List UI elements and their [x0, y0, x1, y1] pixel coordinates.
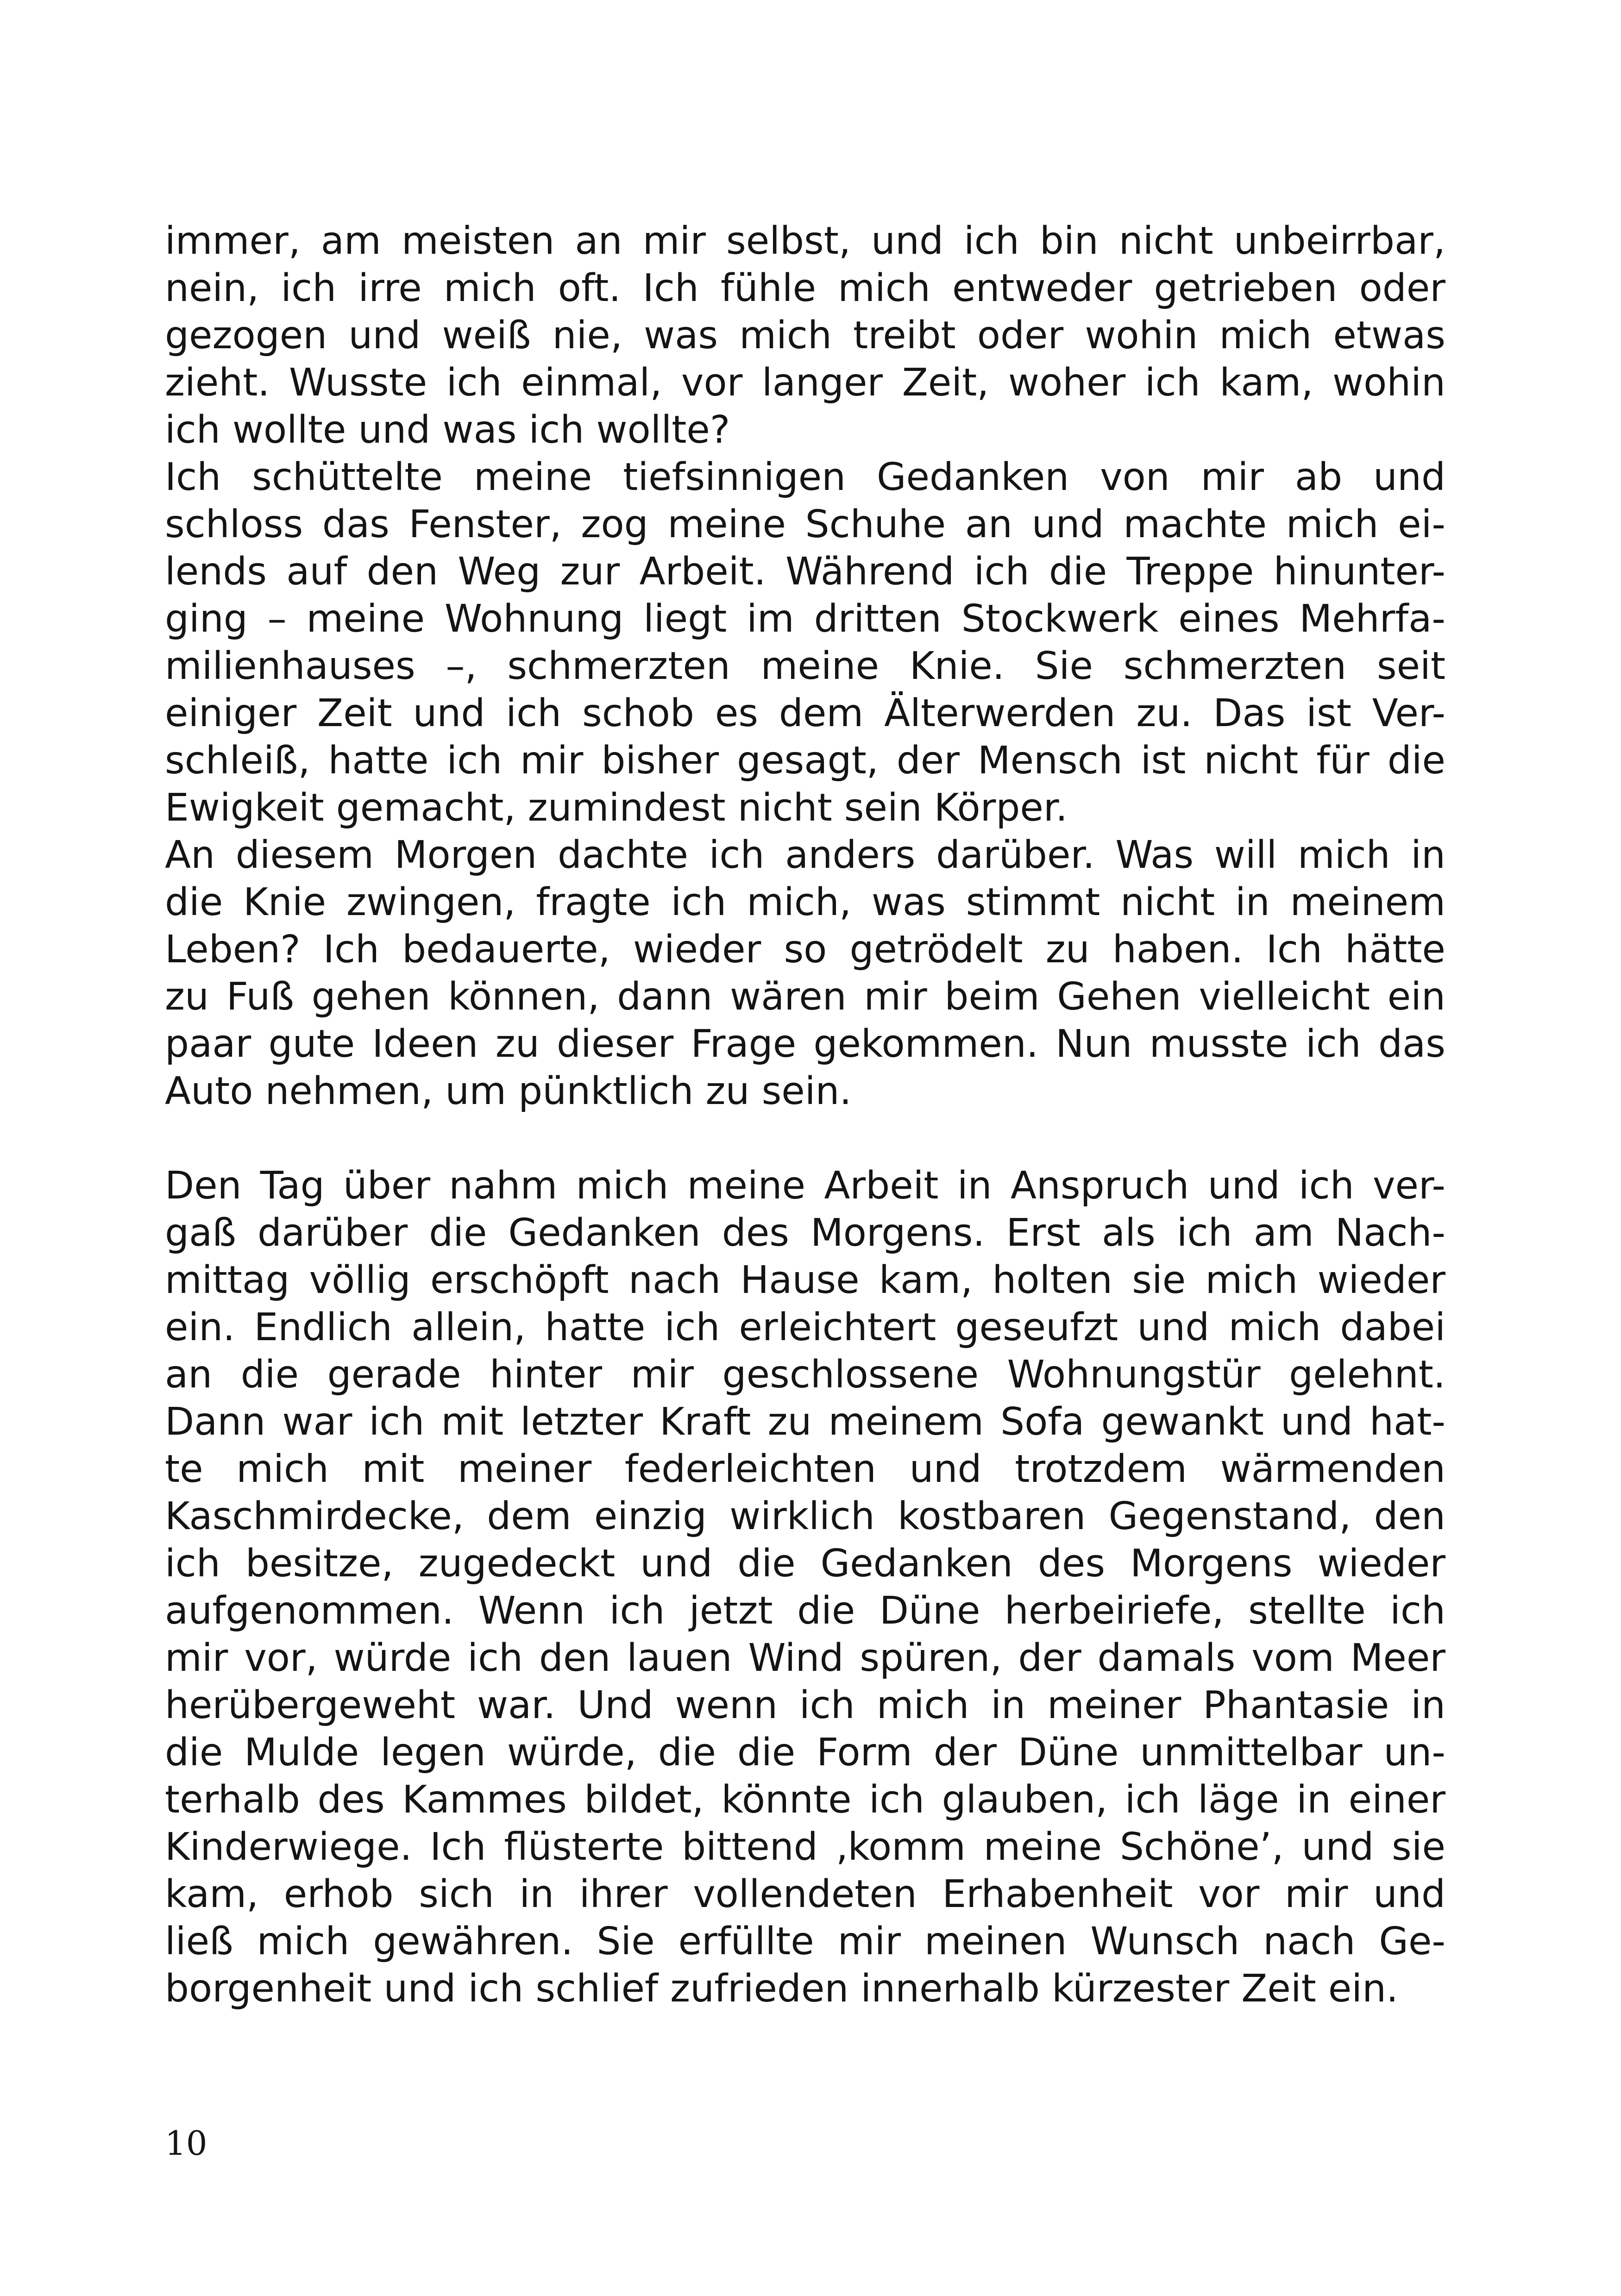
- paragraph: [165, 454, 1445, 832]
- text-line: schloss das Fenster, zog meine Schuhe an und machte mich ei-: [165, 502, 1445, 546]
- page-number: 10: [165, 2124, 207, 2163]
- text-line: die Mulde legen würde, die die Form der Düne unmittelbar un-: [165, 1731, 1445, 1775]
- text-line: Dann war ich mit letzter Kraft zu meinem Sofa gewankt und hat-: [165, 1400, 1445, 1444]
- text-line: Auto nehmen, um pünktlich zu sein.: [165, 1069, 852, 1113]
- text-line: Den Tag über nahm mich meine Arbeit in Anspruch und ich ver-: [165, 1164, 1445, 1208]
- text-line: ich wollte und was ich wollte?: [165, 408, 730, 452]
- text-line: ein. Endlich allein, hatte ich erleichtert geseufzt und mich dabei: [165, 1305, 1445, 1349]
- text-line: te mich mit meiner federleichten und trotzdem wärmenden: [165, 1447, 1445, 1491]
- text-line: an die gerade hinter mir geschlossene Wohnungstür gelehnt.: [165, 1353, 1445, 1397]
- text-line: An diesem Morgen dachte ich anders darüber. Was will mich in: [165, 833, 1445, 877]
- text-line: immer, am meisten an mir selbst, und ich bin nicht unbeirrbar,: [165, 219, 1445, 263]
- text-line: ließ mich gewähren. Sie erfüllte mir meinen Wunsch nach Ge-: [165, 1920, 1445, 1964]
- text-line: aufgenommen. Wenn ich jetzt die Düne herbeiriefe, stellte ich: [165, 1589, 1445, 1633]
- paragraph-spacer: [165, 1115, 1445, 1162]
- text-line: paar gute Ideen zu dieser Frage gekommen. Nun musste ich das: [165, 1022, 1445, 1066]
- text-line: schleiß, hatte ich mir bisher gesagt, der Mensch ist nicht für die: [165, 739, 1445, 783]
- text-line: lends auf den Weg zur Arbeit. Während ich die Treppe hinunter-: [165, 550, 1445, 594]
- text-line: ging – meine Wohnung liegt im dritten Stockwerk eines Mehrfa-: [165, 597, 1445, 641]
- text-line: einiger Zeit und ich schob es dem Älterwerden zu. Das ist Ver-: [165, 691, 1445, 735]
- text-line: die Knie zwingen, fragte ich mich, was stimmt nicht in meinem: [165, 880, 1445, 924]
- text-line: Kaschmirdecke, dem einzig wirklich kostbaren Gegenstand, den: [165, 1494, 1445, 1538]
- text-line: ich besitze, zugedeckt und die Gedanken des Morgens wieder: [165, 1542, 1445, 1586]
- paragraph: [165, 218, 1445, 454]
- text-line: Ich schüttelte meine tiefsinnigen Gedanken von mir ab und: [165, 455, 1445, 499]
- paragraph: [165, 832, 1445, 1115]
- text-line: mittag völlig erschöpft nach Hause kam, holten sie mich wieder: [165, 1258, 1445, 1302]
- text-line: Leben? Ich bedauerte, wieder so getrödelt zu haben. Ich hätte: [165, 928, 1445, 972]
- text-line: terhalb des Kammes bildet, könnte ich glauben, ich läge in einer: [165, 1778, 1445, 1822]
- text-line: borgenheit und ich schlief zufrieden innerhalb kürzester Zeit ein.: [165, 1967, 1399, 2011]
- text-line: herübergeweht war. Und wenn ich mich in meiner Phantasie in: [165, 1683, 1445, 1727]
- text-line: Kinderwiege. Ich flüsterte bittend ‚komm meine Schöne’, und sie: [165, 1825, 1445, 1869]
- text-line: kam, erhob sich in ihrer vollendeten Erhabenheit vor mir und: [165, 1872, 1445, 1916]
- paragraph: [165, 1162, 1445, 2013]
- text-line: zu Fuß gehen können, dann wären mir beim Gehen vielleicht ein: [165, 975, 1445, 1019]
- text-line: mir vor, würde ich den lauen Wind spüren, der damals vom Meer: [165, 1636, 1445, 1680]
- text-line: nein, ich irre mich oft. Ich fühle mich entweder getrieben oder: [165, 266, 1445, 310]
- text-line: zieht. Wusste ich einmal, vor langer Zeit, woher ich kam, wohin: [165, 361, 1445, 405]
- text-line: gezogen und weiß nie, was mich treibt oder wohin mich etwas: [165, 314, 1445, 358]
- text-line: gaß darüber die Gedanken des Morgens. Erst als ich am Nach-: [165, 1211, 1445, 1255]
- text-line: milienhauses –, schmerzten meine Knie. Sie schmerzten seit: [165, 644, 1445, 688]
- text-line: Ewigkeit gemacht, zumindest nicht sein Körper.: [165, 786, 1068, 830]
- body-text: [165, 218, 1445, 2013]
